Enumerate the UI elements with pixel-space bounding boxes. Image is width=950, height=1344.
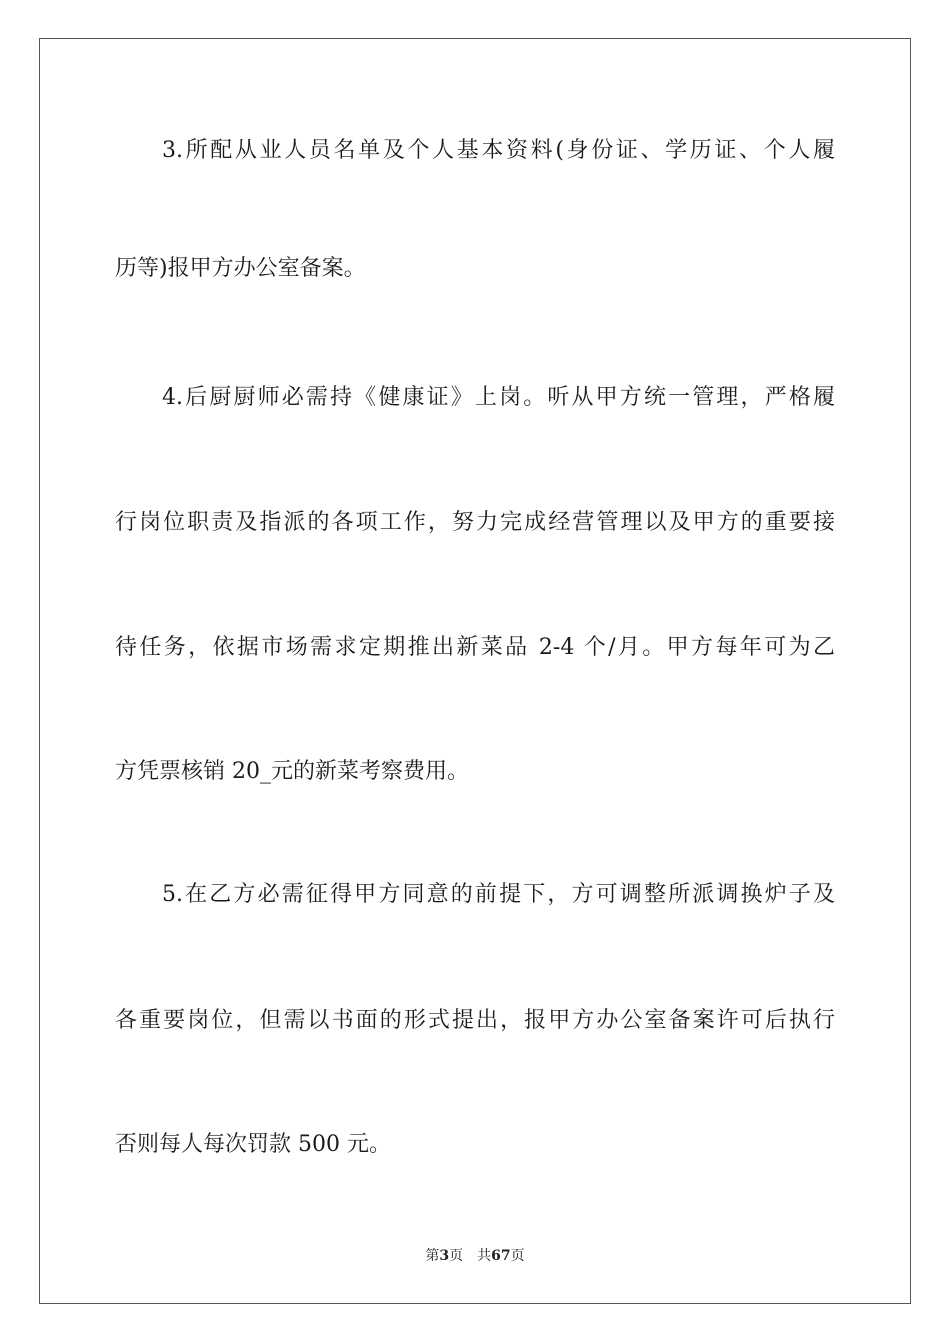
paragraph-4-line-1: 4.后厨厨师必需持《健康证》上岗。听从甲方统一管理，严格履: [162, 385, 835, 410]
paragraph-5-line-1: 5.在乙方必需征得甲方同意的前提下，方可调整所派调换炉子及: [162, 882, 835, 907]
footer-page-prefix: 第: [425, 1248, 440, 1264]
footer-total-prefix: 共: [477, 1248, 492, 1264]
footer-page-suffix: 页: [449, 1248, 464, 1264]
paragraph-3-line-1: 3.所配从业人员名单及个人基本资料(身份证、学历证、个人履: [162, 138, 835, 163]
paragraph-3-line-2: 历等)报甲方办公室备案。: [115, 256, 366, 281]
paragraph-4-line-4: 方凭票核销 20_元的新菜考察费用。: [115, 759, 469, 784]
footer-total-suffix: 页: [510, 1248, 525, 1264]
footer-page-number: 3: [439, 1248, 450, 1264]
paragraph-5-line-3: 否则每人每次罚款 500 元。: [115, 1132, 391, 1157]
paragraph-4-line-2: 行岗位职责及指派的各项工作，努力完成经营管理以及甲方的重要接: [115, 510, 835, 535]
page-footer: [0, 1247, 950, 1265]
footer-total-pages: 67: [491, 1248, 511, 1264]
page-frame: [39, 38, 911, 1304]
paragraph-5-line-2: 各重要岗位，但需以书面的形式提出，报甲方办公室备案许可后执行: [115, 1008, 835, 1033]
paragraph-4-line-3: 待任务，依据市场需求定期推出新菜品 2-4 个/月。甲方每年可为乙: [115, 635, 835, 660]
